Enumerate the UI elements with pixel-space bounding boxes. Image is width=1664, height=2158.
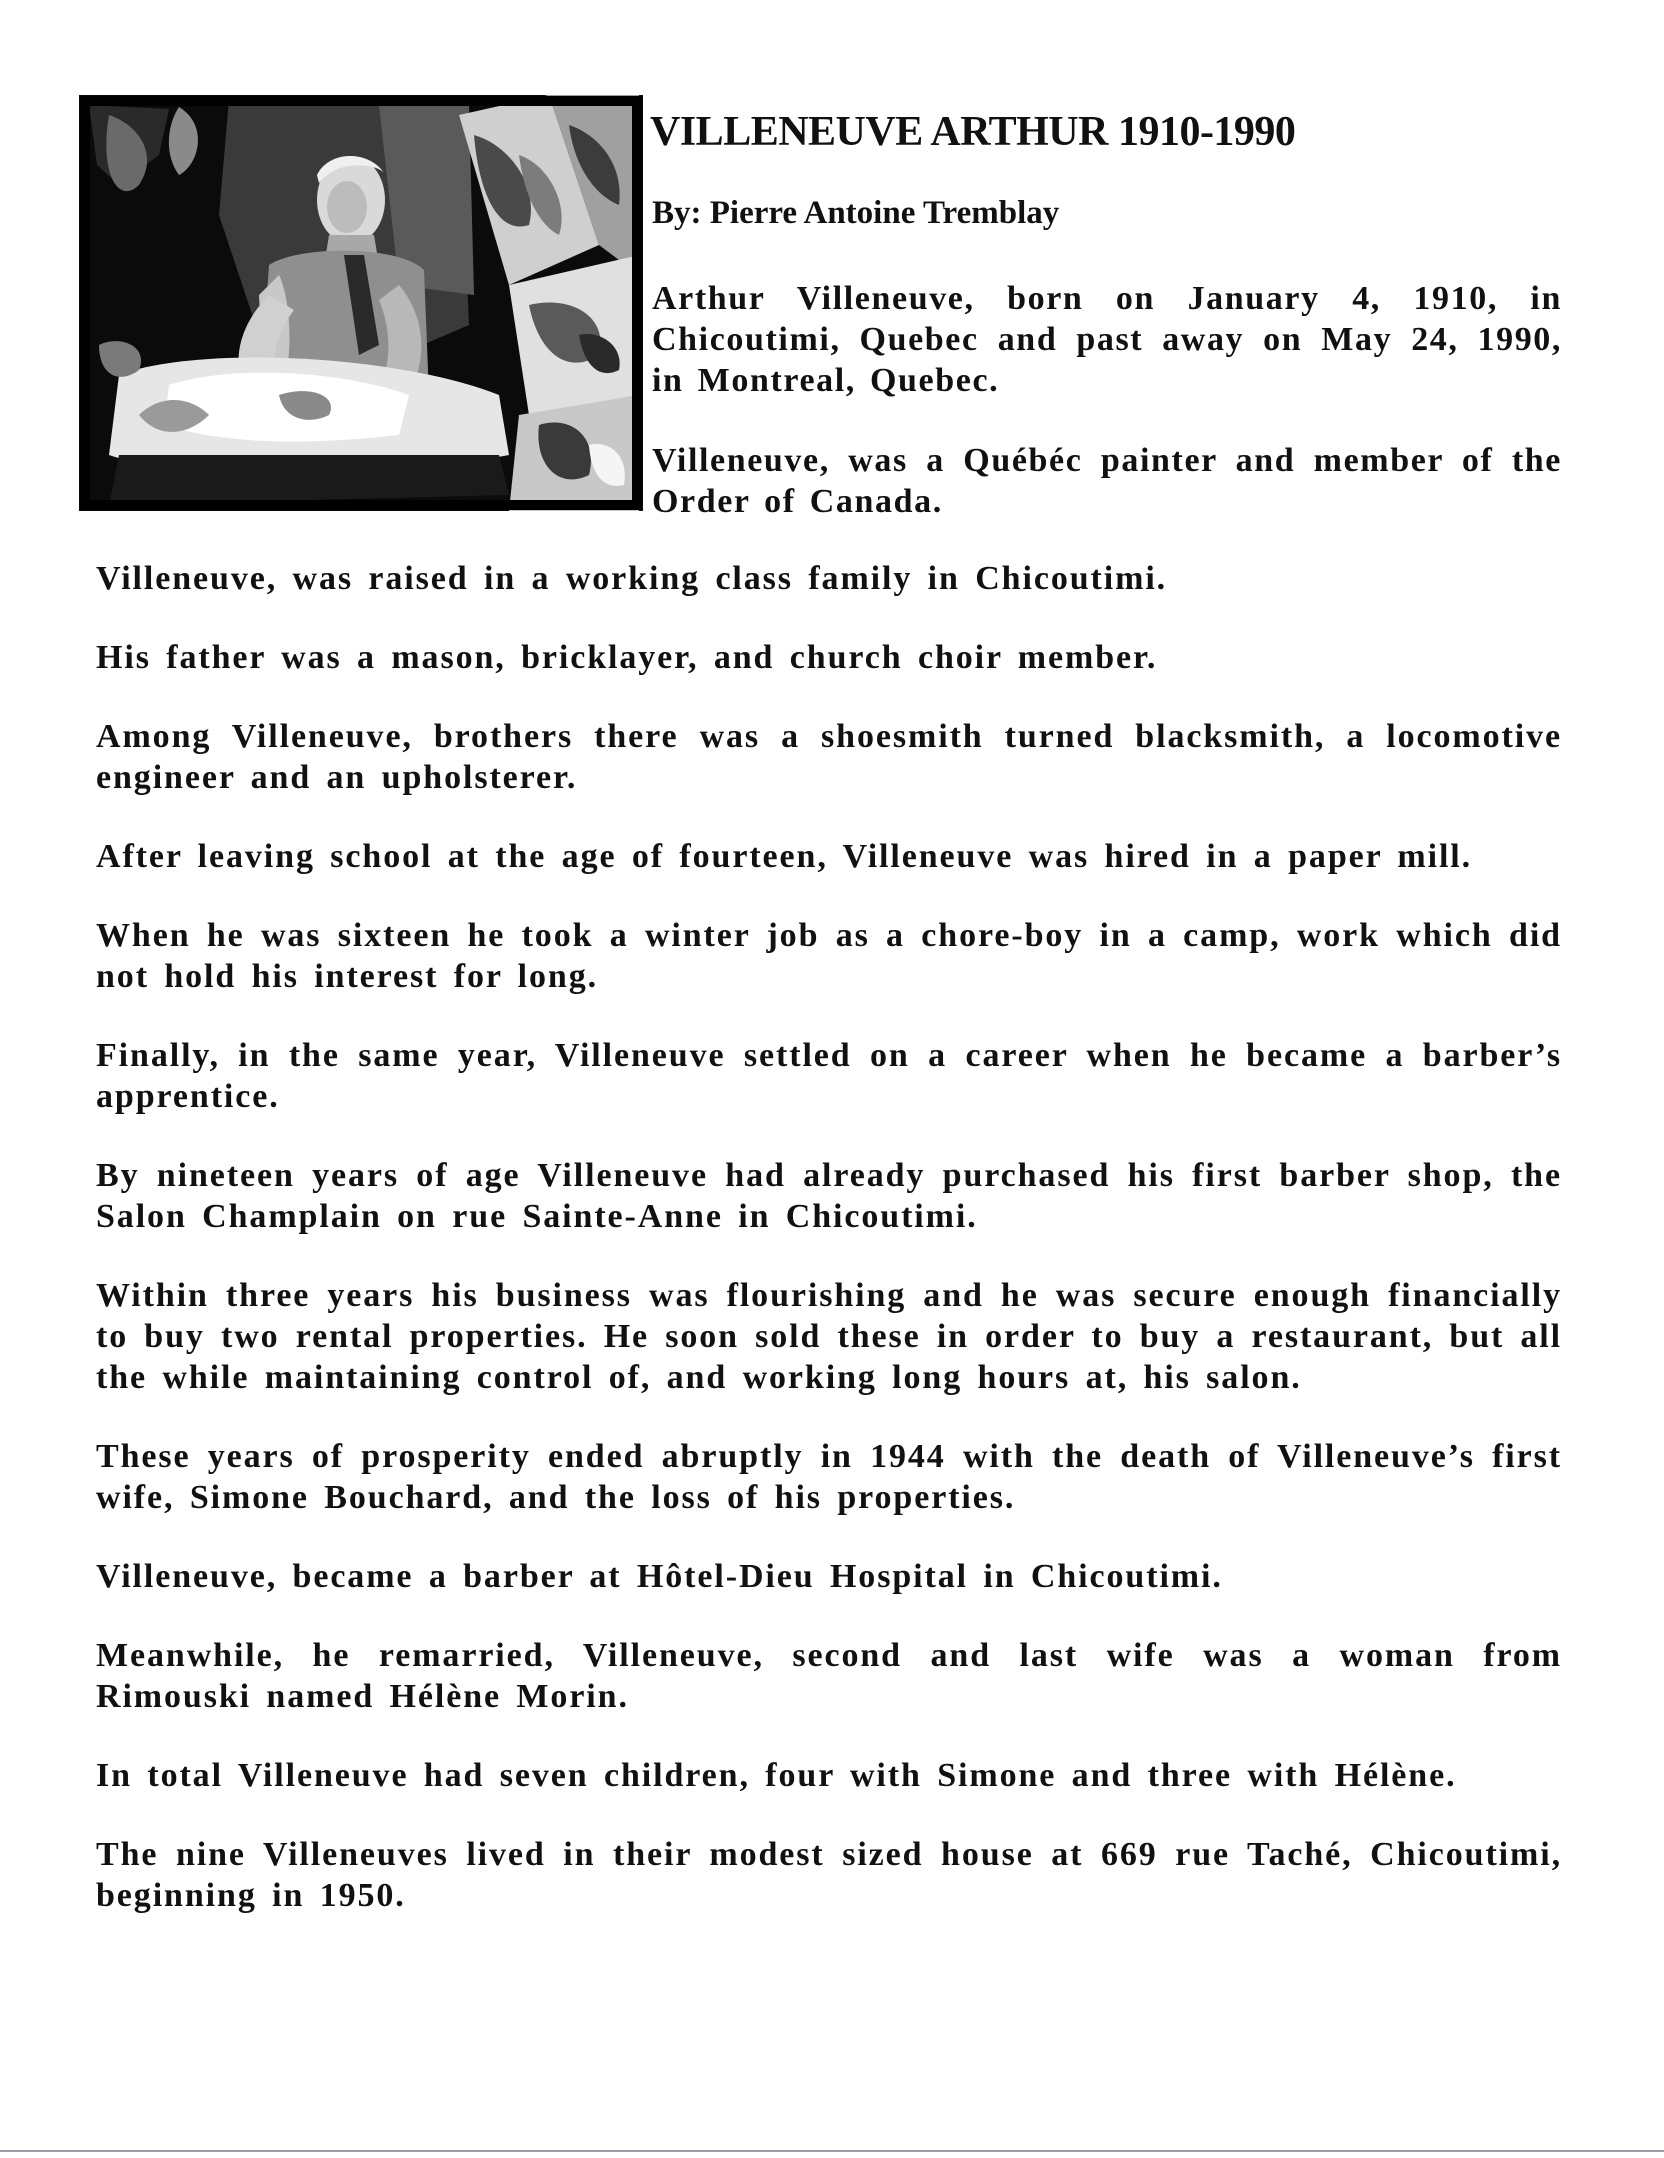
body-paragraph: In total Villeneuve had seven children, four with Simone and three with Hélène. [96,1757,1457,1794]
body-paragraph: Meanwhile, he remarried, Villeneuve, second and last wife was a woman from Rimouski named Hélène Morin. [96,1637,1562,1715]
body-paragraph: By nineteen years of age Villeneuve had already purchased his first barber shop, the Salon Champlain on rue Sainte-Anne in Chicoutimi. [96,1157,1562,1235]
body-paragraph: Within three years his business was flourishing and he was secure enough financially to buy two rental properties. He soon sold these in order to buy a restaurant, but all the while maintaining control of, and working long hours at, his salon. [96,1277,1562,1396]
body-paragraph: Villeneuve, became a barber at Hôtel-Dieu Hospital in Chicoutimi. [96,1558,1223,1595]
body-paragraph: The nine Villeneuves lived in their modest sized house at 669 rue Taché, Chicoutimi, beginning in 1950. [96,1836,1562,1914]
article-body [96,558,1562,1954]
artist-photo-image [79,95,643,511]
body-paragraph: When he was sixteen he took a winter job as a chore-boy in a camp, work which did not hold his interest for long. [96,917,1562,995]
body-paragraph: Villeneuve, was raised in a working class family in Chicoutimi. [96,560,1168,597]
body-paragraph: After leaving school at the age of fourteen, Villeneuve was hired in a paper mill. [96,838,1473,875]
article-byline: By: Pierre Antoine Tremblay [652,195,1060,231]
body-paragraph: These years of prosperity ended abruptly in 1944 with the death of Villeneuve’s first wife, Simone Bouchard, and the loss of his properties. [96,1438,1562,1516]
page-bottom-rule [0,2150,1664,2152]
artist-photo [79,95,643,511]
body-paragraph: His father was a mason, bricklayer, and church choir member. [96,639,1158,676]
intro-paragraph: Arthur Villeneuve, born on January 4, 1910, in Chicoutimi, Quebec and past away on May 24, 1990, in Montreal, Quebec. [652,280,1562,399]
article-title: VILLENEUVE ARTHUR 1910-1990 [650,109,1296,155]
intro-paragraph: Villeneuve, was a Québéc painter and member of the Order of Canada. [652,442,1562,520]
body-paragraph: Finally, in the same year, Villeneuve settled on a career when he became a barber’s apprentice. [96,1037,1562,1115]
body-paragraph: Among Villeneuve, brothers there was a shoesmith turned blacksmith, a locomotive engineer and an upholsterer. [96,718,1562,796]
